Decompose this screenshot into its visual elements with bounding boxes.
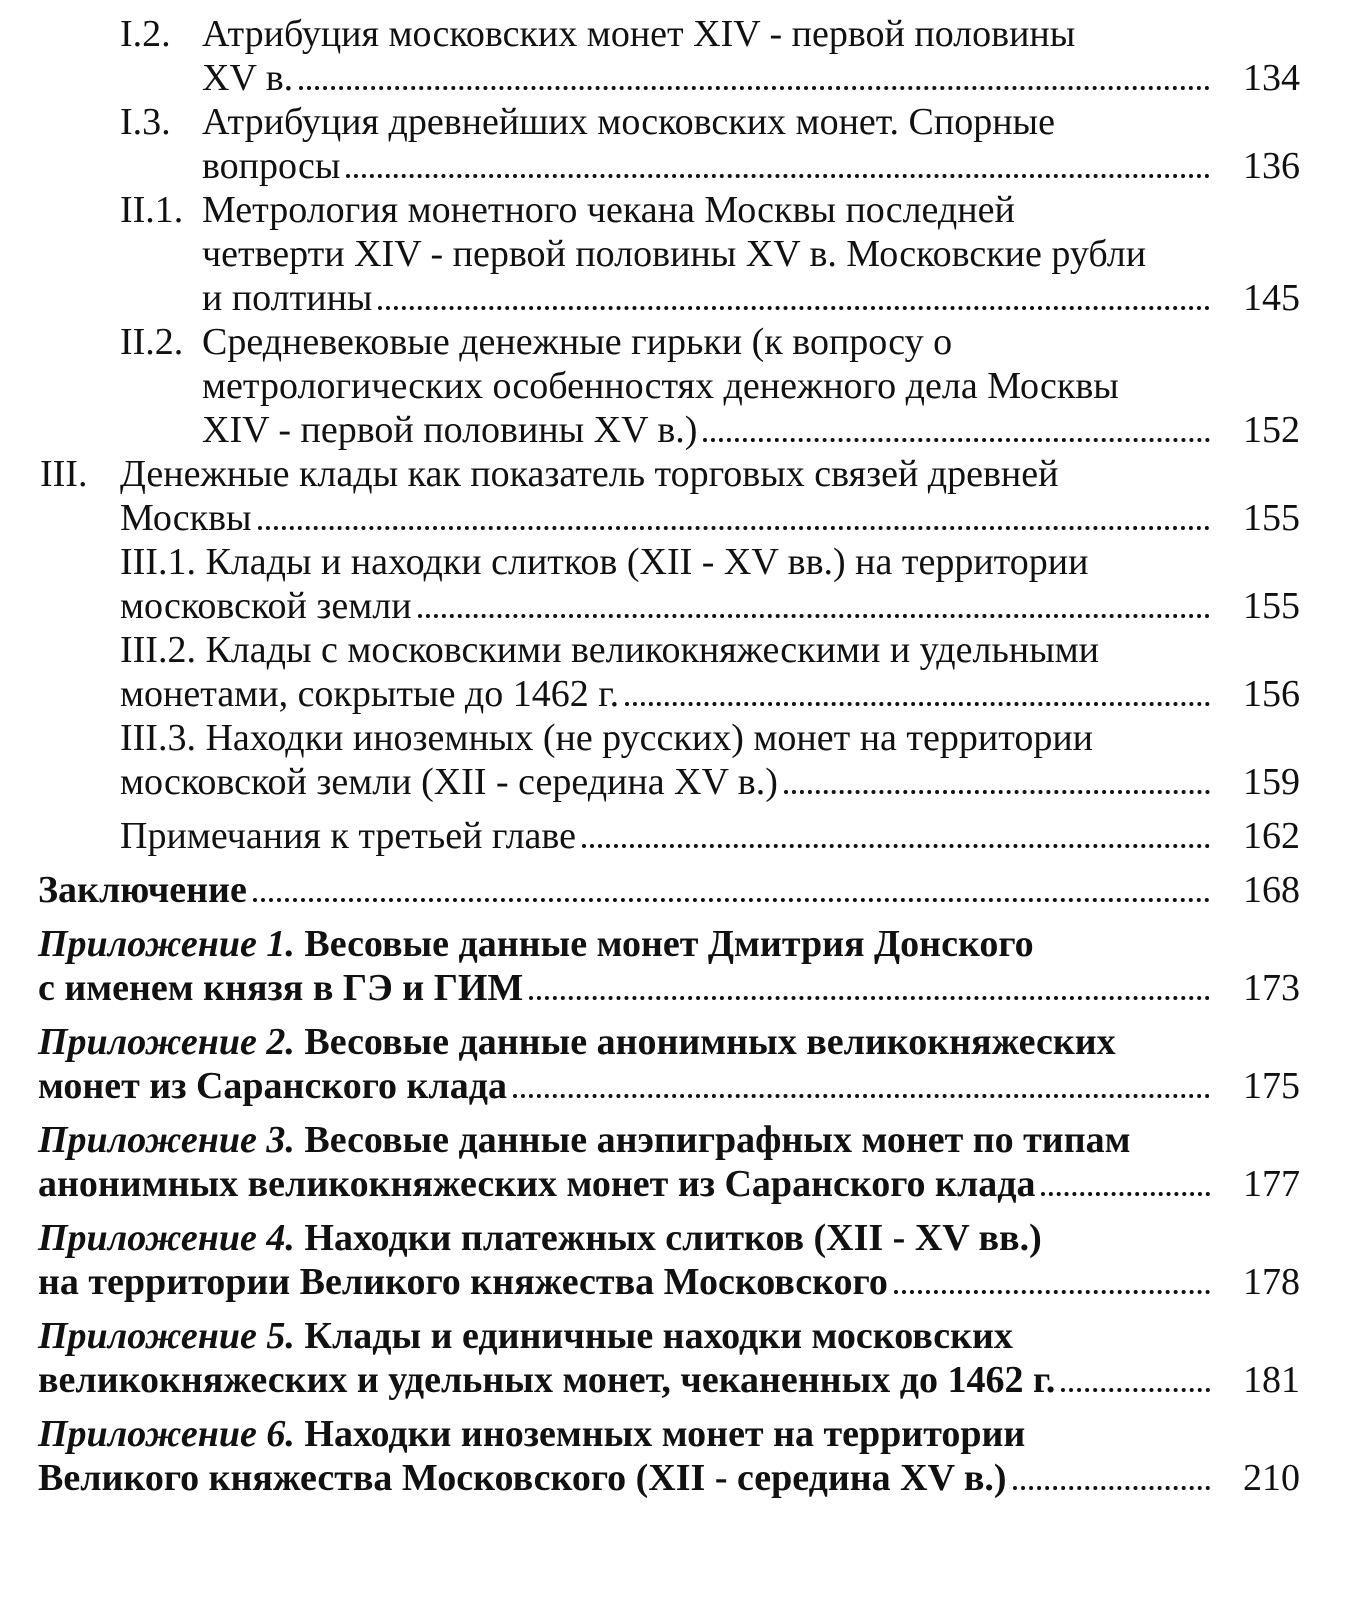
appendix-label: Приложение 3. (38, 1119, 295, 1161)
dot-leader (299, 86, 1210, 90)
page-number: 162 (1235, 814, 1300, 858)
entry-title-line: Клады и единичные находки московских (294, 1315, 1013, 1357)
dot-leader (346, 174, 1210, 178)
section-number: I.3. (120, 101, 171, 143)
section-number: II.2. (120, 321, 184, 363)
entry-title-line: московской земли (120, 584, 418, 628)
page-number: 178 (1235, 1260, 1300, 1304)
section-number: III. (40, 453, 88, 495)
entry-title-line: и полтины (202, 276, 378, 320)
entry-title-line: Заключение (38, 868, 253, 912)
entry-title-line: III.3. Находки иноземных (не русских) монет на территории (120, 717, 1094, 759)
toc-entry-appendix-1[interactable] (0, 922, 1370, 1010)
dot-leader (1041, 1192, 1210, 1196)
entry-title-line: Весовые данные анонимных великокняжеских (294, 1021, 1116, 1063)
entry-title-line: на территории Великого княжества Московского (38, 1260, 894, 1304)
entry-title-line: III.1. Клады и находки слитков (XII - XV вв.) на территории (120, 541, 1089, 583)
appendix-label: Приложение 4. (38, 1217, 295, 1259)
entry-title-line: Денежные клады как показатель торговых связей древней (120, 453, 1059, 495)
toc-entry-appendix-3[interactable] (0, 1118, 1370, 1206)
entry-title-line: Находки платежных слитков (XII - XV вв.) (294, 1217, 1042, 1259)
dot-leader (784, 790, 1210, 794)
entry-title-line: Весовые данные анэпиграфных монет по типам (294, 1119, 1131, 1161)
toc-entry-2-2[interactable] (0, 320, 1370, 452)
entry-title-line: монет из Саранского клада (38, 1064, 513, 1108)
dot-leader (625, 702, 1210, 706)
dot-leader (894, 1290, 1210, 1294)
entry-title-line: Атрибуция древнейших московских монет. Спорные (202, 101, 1055, 143)
appendix-label: Приложение 5. (38, 1315, 295, 1357)
page-number: 156 (1235, 672, 1300, 716)
entry-title-line: анонимных великокняжеских монет из Саранского клада (38, 1162, 1041, 1206)
dot-leader (378, 306, 1210, 310)
page-number: 136 (1235, 144, 1300, 188)
dot-leader (703, 438, 1210, 442)
entry-title-line: Атрибуция московских монет XIV - первой половины (202, 13, 1076, 55)
entry-title-line: великокняжеских и удельных монет, чеканенных до 1462 г. (38, 1358, 1061, 1402)
entry-title-line: III.2. Клады с московскими великокняжескими и удельными (120, 629, 1100, 671)
page-number: 145 (1235, 276, 1300, 320)
page-number: 134 (1235, 56, 1300, 100)
entry-title-line: Метрология монетного чекана Москвы последней (202, 189, 1015, 231)
appendix-label: Приложение 2. (38, 1021, 295, 1063)
toc-entry-conclusion[interactable] (0, 868, 1370, 912)
page-number: 175 (1235, 1064, 1300, 1108)
page-number: 155 (1235, 584, 1300, 628)
toc-entry-1-2[interactable] (0, 12, 1370, 100)
entry-title-line: Великого княжества Московского (XII - середина XV в.) (38, 1456, 1013, 1500)
dot-leader (418, 614, 1210, 618)
entry-title-line: XV в. (202, 56, 299, 100)
entry-title-line: московской земли (XII - середина XV в.) (120, 760, 784, 804)
entry-title-line: Средневековые денежные гирьки (к вопросу о (202, 321, 953, 363)
dot-leader (1061, 1388, 1210, 1392)
dot-leader (529, 996, 1210, 1000)
toc-entry-3-2[interactable] (0, 628, 1370, 716)
section-number: II.1. (120, 189, 184, 231)
toc-entry-3-3[interactable] (0, 716, 1370, 804)
entry-title-line: метрологических особенностях денежного дела Москвы (202, 365, 1119, 407)
entry-title-line: монетами, сокрытые до 1462 г. (120, 672, 625, 716)
toc-entry-appendix-5[interactable] (0, 1314, 1370, 1402)
page-number: 159 (1235, 760, 1300, 804)
toc-entry-appendix-6[interactable] (0, 1412, 1370, 1500)
toc-entry-2-1[interactable] (0, 188, 1370, 320)
toc-entry-3-1[interactable] (0, 540, 1370, 628)
page-number: 210 (1235, 1456, 1300, 1500)
table-of-contents (0, 12, 1370, 1500)
dot-leader (582, 844, 1210, 848)
entry-title-line: Весовые данные монет Дмитрия Донского (294, 923, 1034, 965)
page-number: 168 (1235, 868, 1300, 912)
entry-title-line: XIV - первой половины XV в.) (202, 408, 703, 452)
page-number: 173 (1235, 966, 1300, 1010)
page-number: 155 (1235, 496, 1300, 540)
page-number: 152 (1235, 408, 1300, 452)
dot-leader (258, 526, 1210, 530)
entry-title-line: с именем князя в ГЭ и ГИМ (38, 966, 529, 1010)
entry-title-line: четверти XIV - первой половины XV в. Московские рубли (202, 233, 1147, 275)
entry-title-line: Примечания к третьей главе (120, 814, 582, 858)
entry-title-line: Находки иноземных монет на территории (294, 1413, 1026, 1455)
appendix-label: Приложение 1. (38, 923, 295, 965)
entry-title-line: вопросы (202, 144, 346, 188)
toc-entry-appendix-4[interactable] (0, 1216, 1370, 1304)
toc-entry-1-3[interactable] (0, 100, 1370, 188)
dot-leader (253, 898, 1210, 902)
appendix-label: Приложение 6. (38, 1413, 295, 1455)
dot-leader (1013, 1486, 1210, 1490)
section-number: I.2. (120, 13, 171, 55)
entry-title-line: Москвы (120, 496, 258, 540)
dot-leader (513, 1094, 1210, 1098)
toc-entry-appendix-2[interactable] (0, 1020, 1370, 1108)
page-number: 177 (1235, 1162, 1300, 1206)
toc-entry-3[interactable] (0, 452, 1370, 540)
page-number: 181 (1235, 1358, 1300, 1402)
toc-entry-notes-chapter-3[interactable] (0, 814, 1370, 858)
